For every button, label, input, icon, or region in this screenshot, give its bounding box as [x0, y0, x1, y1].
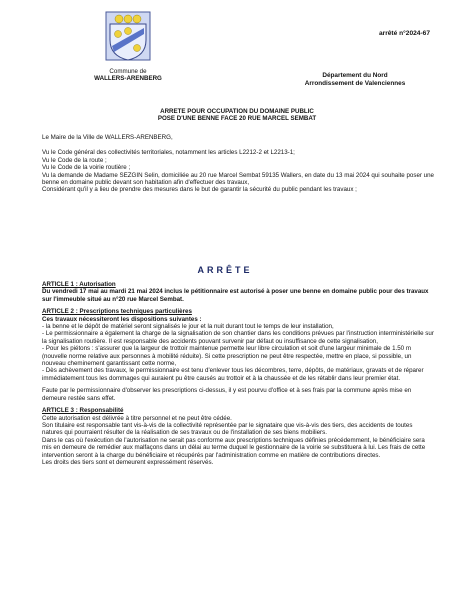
title-line-2: POSE D'UNE BENNE FACE 20 RUE MARCEL SEMBAT: [157, 115, 317, 123]
commune-label: Commune de: [109, 68, 147, 75]
article-3-heading: ARTICLE 3 : Responsabilité: [42, 407, 124, 415]
article-3-para-2: Son titulaire est responsable tant vis-à-vis de la collectivité représentée par le signataire que vis-à-vis des tiers, des accidents de toutes natures qui pourraient résulter de la réalisation de ses travaux ou de l'installation de ses biens mobiliers.: [42, 421, 413, 437]
commune-block: [82, 68, 174, 83]
vu-demande: Vu la demande de Madame SEZGIN Selin, domiciliée au 20 rue Marcel Sembat 59135 Wallers, en date du 13 mai 2024 qui souhaite poser une benne en domaine public devant son habitation afin d'effectuer des travaux,: [42, 171, 434, 187]
article-2-para-3: - Pour les piétons : s'assurer que la largeur de trottoir maintenue permette leur libre circulation et soit d'une largeur minimale de 1.50 m (nouvelle norme relative aux personnes à mobilité réduite). Si cette prescription ne peut être respectée, mettre en place, si possible, un nouveau cheminement garantissant cette norme,: [42, 345, 412, 368]
article-2-para-1: - la benne et le dépôt de matériel seront signalisés le jour et la nuit durant tout le temps de leur installation,: [42, 323, 334, 331]
vu-cgct: Vu le Code général des collectivités territoriales, notamment les articles L2212-2 et L2213-1;: [42, 149, 295, 157]
preamble: [42, 134, 434, 194]
article-1-heading: ARTICLE 1 : Autorisation: [42, 281, 116, 288]
arrondissement-line: Arrondissement de Valenciennes: [304, 80, 406, 87]
vu-code-route: Vu le Code de la route ;: [42, 156, 107, 164]
title-line-1: ARRETE POUR OCCUPATION DU DOMAINE PUBLIC: [160, 108, 314, 115]
article-3-para-3: Dans le cas où l'exécution de l'autorisation ne serait pas conforme aux prescriptions techniques définies précédemment, le bénéficiaire sera mis en demeure de remédier aux malfaçons dans un délai au terme duquel le gestionnaire de la voirie se substituera à lui. Les frais de cette intervention seront à la charge du bénéficiaire et récupérés par l'administration comme en matière de contributions directes.: [42, 436, 426, 459]
document-title: [128, 108, 346, 123]
article-3-para-1: Cette autorisation est délivrée à titre personnel et ne peut être cédée.: [42, 414, 232, 422]
commune-name: WALLERS-ARENBERG: [94, 75, 162, 83]
department-block: [280, 72, 430, 88]
articles: [42, 281, 434, 466]
article-2-para-4: - Dès achèvement des travaux, le permissionnaire est tenu d'enlever tous les décombres, terre, dépôts, de matériaux, gravats et de réparer immédiatement tous les dommages qui auraient pu être causés au trottoir et à la chaussée et de les rétablir dans leur premier état.: [42, 367, 424, 382]
article-1-text: Du vendredi 17 mai au mardi 21 mai 2024 inclus le pétitionnaire est autorisé à poser une benne en domaine public pour des travaux sur l'immeuble situé au n°20 rue Marcel Sembat.: [42, 288, 429, 303]
arrete-heading: ARRÊTE: [197, 265, 253, 275]
article-2-heading: ARTICLE 2 : Prescriptions techniques particulières: [42, 308, 192, 316]
arrete-number: arrêté n°2024-67: [378, 30, 430, 37]
article-3-para-4: Les droits des tiers sont et demeurent expressément réservés.: [42, 458, 214, 466]
article-2-para-5: Faute par le permissionnaire d'observer les prescriptions ci-dessus, il y est pourvu d'office et à ses frais par la commune après mise en demeure restée sans effet.: [42, 387, 412, 402]
maire-line: Le Maire de la Ville de WALLERS-ARENBERG,: [42, 134, 173, 141]
coat-of-arms-logo: [104, 10, 152, 64]
considerant: Considérant qu'il y a lieu de prendre des mesures dans le but de garantir la sécurité du public pendant les travaux ;: [42, 186, 357, 194]
vu-code-voirie: Vu le Code de la voirie routière ;: [42, 164, 131, 172]
article-2-subheading: Ces travaux nécessiteront les dispositions suivantes :: [42, 315, 202, 323]
department-line: Département du Nord: [322, 72, 388, 79]
article-2-para-2: - Le permissionnaire a également la charge de la signalisation de son chantier dans les conditions prévues par l'instruction interministérielle sur la signalisation routière. Il est responsable des accidents pouvant survenir par défaut ou insuffisance de cette signalisation,: [42, 330, 434, 345]
